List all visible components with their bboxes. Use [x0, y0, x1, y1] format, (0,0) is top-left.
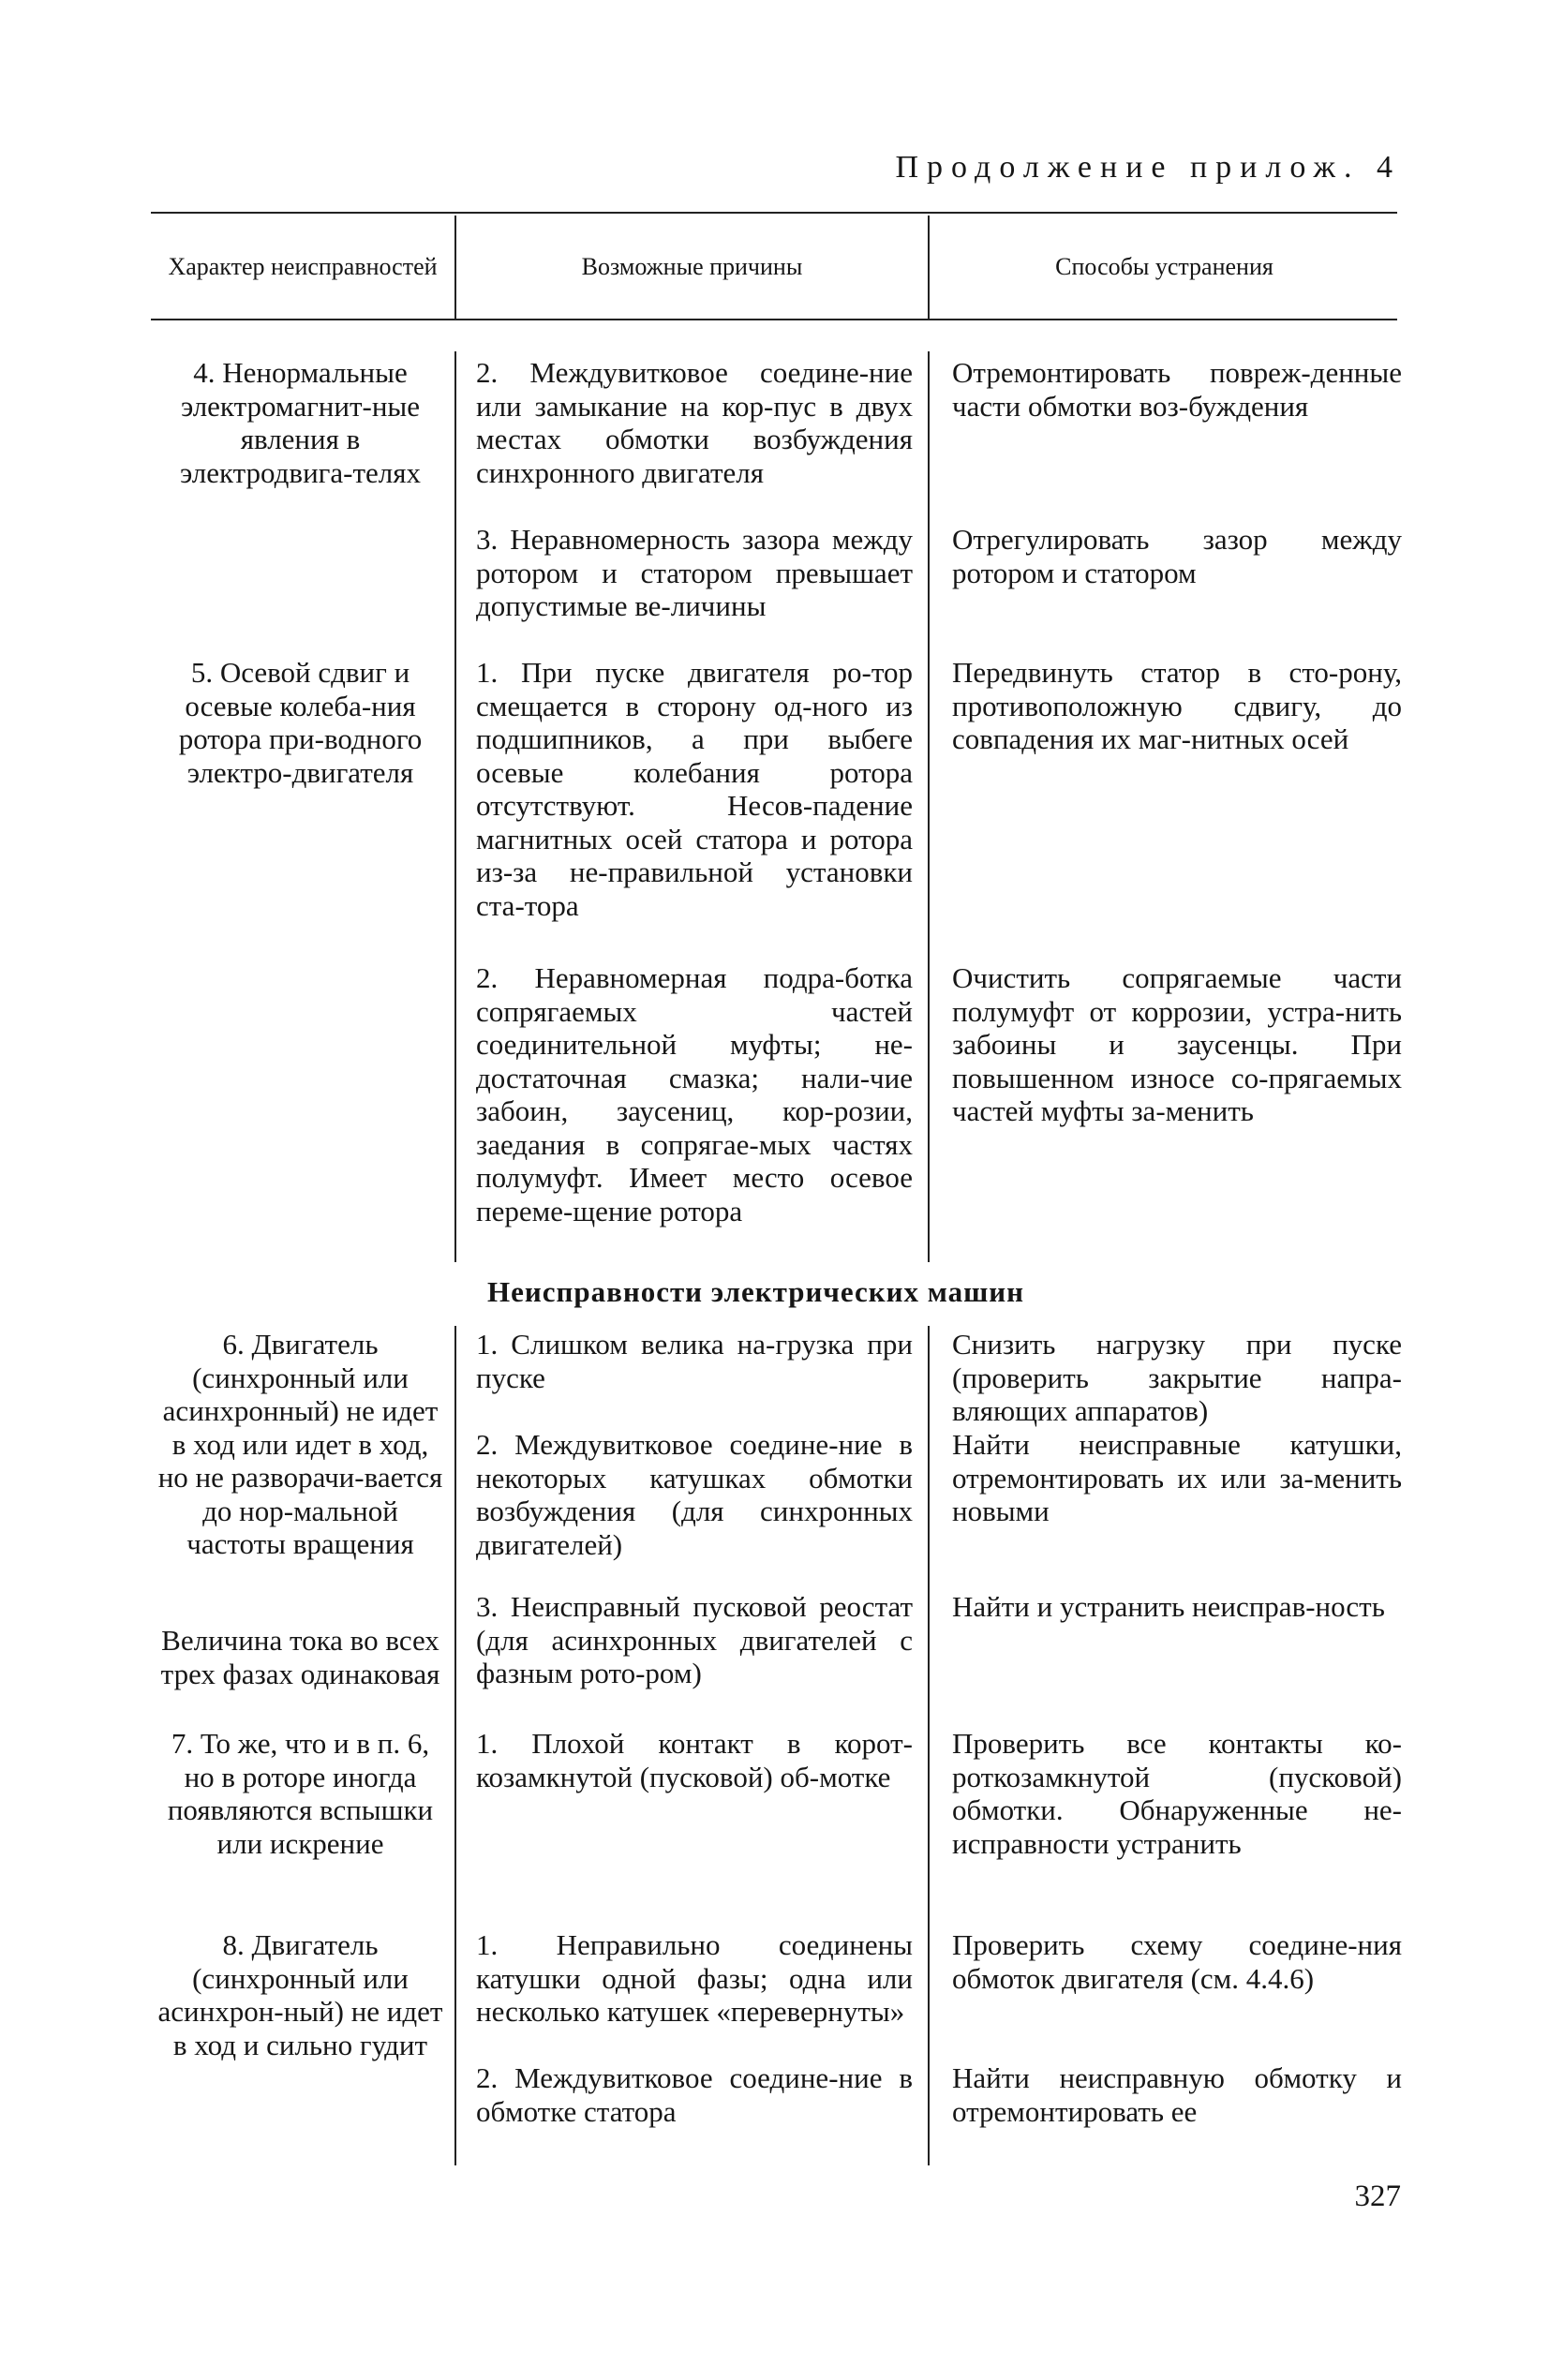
column-divider-2b	[928, 1326, 930, 2165]
cause-cell-6-3: 3. Неисправный пусковой реостат (для асинхронных двигателей с фазным рото-ром)	[476, 1590, 913, 1689]
cause-cell-5-2: 2. Неравномерная подра-ботка сопрягаемых частей соединительной муфты; не-достаточная смазка; нали-чие забоин, заусениц, кор-розии, заедания в сопрягае-мых частях полумуфт. Имеет место осевое переме-щение ротора	[476, 961, 913, 1227]
header-divider-2	[928, 216, 930, 319]
cause-cell-6-1: 1. Слишком велика на-грузка при пуске	[476, 1328, 913, 1394]
cause-cell-4-2: 2. Междувитковое соедине-ние или замыкание на кор-пус в двух местах обмотки возбуждения синхронного двигателя	[476, 356, 913, 489]
section-title: Неисправности электрических машин	[487, 1275, 1025, 1308]
fault-cell-8: 8. Двигатель (синхронный или асинхрон-ный) не идет в ход и сильно гудит	[157, 1928, 443, 2061]
header-remedy: Способы устранения	[1055, 253, 1273, 281]
fault-cell-6-note: Величина тока во всех трех фазах одинаковая	[160, 1624, 440, 1690]
cause-cell-4-3: 3. Неравномерность зазора между ротором и статором превышает допустимые ве-личины	[476, 523, 913, 622]
column-divider-2a	[928, 351, 930, 1262]
remedy-cell-5-2: Очистить сопрягаемые части полумуфт от коррозии, устра-нить забоины и заусенцы. При повышенном износе со-прягаемых частей муфты за-менить	[952, 961, 1402, 1127]
page-number: 327	[1354, 2179, 1401, 2213]
header-cause: Возможные причины	[581, 253, 803, 281]
table-header-rule	[151, 319, 1397, 320]
remedy-cell-6-3: Найти и устранить неисправ-ность	[952, 1590, 1385, 1623]
header-fault: Характер неисправностей	[168, 253, 438, 281]
column-divider-1a	[454, 351, 456, 1262]
fault-cell-6: 6. Двигатель (синхронный или асинхронный) не идет в ход или идет в ход, но не разворачи-вается до нор-мальной частоты вращения	[157, 1328, 443, 1560]
cause-cell-5-1: 1. При пуске двигателя ро-тор смещается в сторону од-ного из подшипников, а при выбеге осевые колебания ротора отсутствуют. Несов-падение магнитных осей статора и ротора из-за не-правильной установки ста-тора	[476, 656, 913, 922]
table-top-rule	[151, 212, 1397, 214]
remedy-cell-6-2: Найти неисправные катушки, отремонтировать их или за-менить новыми	[952, 1428, 1402, 1527]
fault-cell-4: 4. Ненормальные электромагнит-ные явления в электродвига-телях	[180, 356, 421, 489]
header-divider-1	[454, 216, 456, 319]
cause-cell-7-1: 1. Плохой контакт в корот-козамкнутой (пусковой) об-мотке	[476, 1727, 913, 1793]
column-divider-1b	[454, 1326, 456, 2165]
cause-cell-6-2: 2. Междувитковое соедине-ние в некоторых катушках обмотки возбуждения (для синхронных двигателей)	[476, 1428, 913, 1561]
fault-cell-7: 7. То же, что и в п. 6, но в роторе иногда появляются вспышки или искрение	[167, 1727, 434, 1860]
cause-cell-8-2: 2. Междувитковое соедине-ние в обмотке статора	[476, 2061, 913, 2128]
remedy-cell-8-2: Найти неисправную обмотку и отремонтировать ее	[952, 2061, 1402, 2128]
remedy-cell-4-2: Отремонтировать повреж-денные части обмотки воз-буждения	[952, 356, 1402, 423]
cause-cell-8-1: 1. Неправильно соединены катушки одной фазы; одна или несколько катушек «перевернуты»	[476, 1928, 913, 2028]
fault-cell-5: 5. Осевой сдвиг и осевые колеба-ния ротора при-водного электро-двигателя	[178, 656, 423, 789]
remedy-cell-7-1: Проверить все контакты ко-роткозамкнутой (пусковой) обмотки. Обнаруженные не-исправности устранить	[952, 1727, 1402, 1860]
remedy-cell-4-3: Отрегулировать зазор между ротором и статором	[952, 523, 1402, 589]
running-head: Продолжение прилож. 4	[895, 150, 1401, 185]
remedy-cell-5-1: Передвинуть статор в сто-рону, противоположную сдвигу, до совпадения их маг-нитных осей	[952, 656, 1402, 755]
remedy-cell-8-1: Проверить схему соедине-ния обмоток двигателя (см. 4.4.6)	[952, 1928, 1402, 1995]
remedy-cell-6-1: Снизить нагрузку при пуске (проверить закрытие напра-вляющих аппаратов)	[952, 1328, 1402, 1427]
